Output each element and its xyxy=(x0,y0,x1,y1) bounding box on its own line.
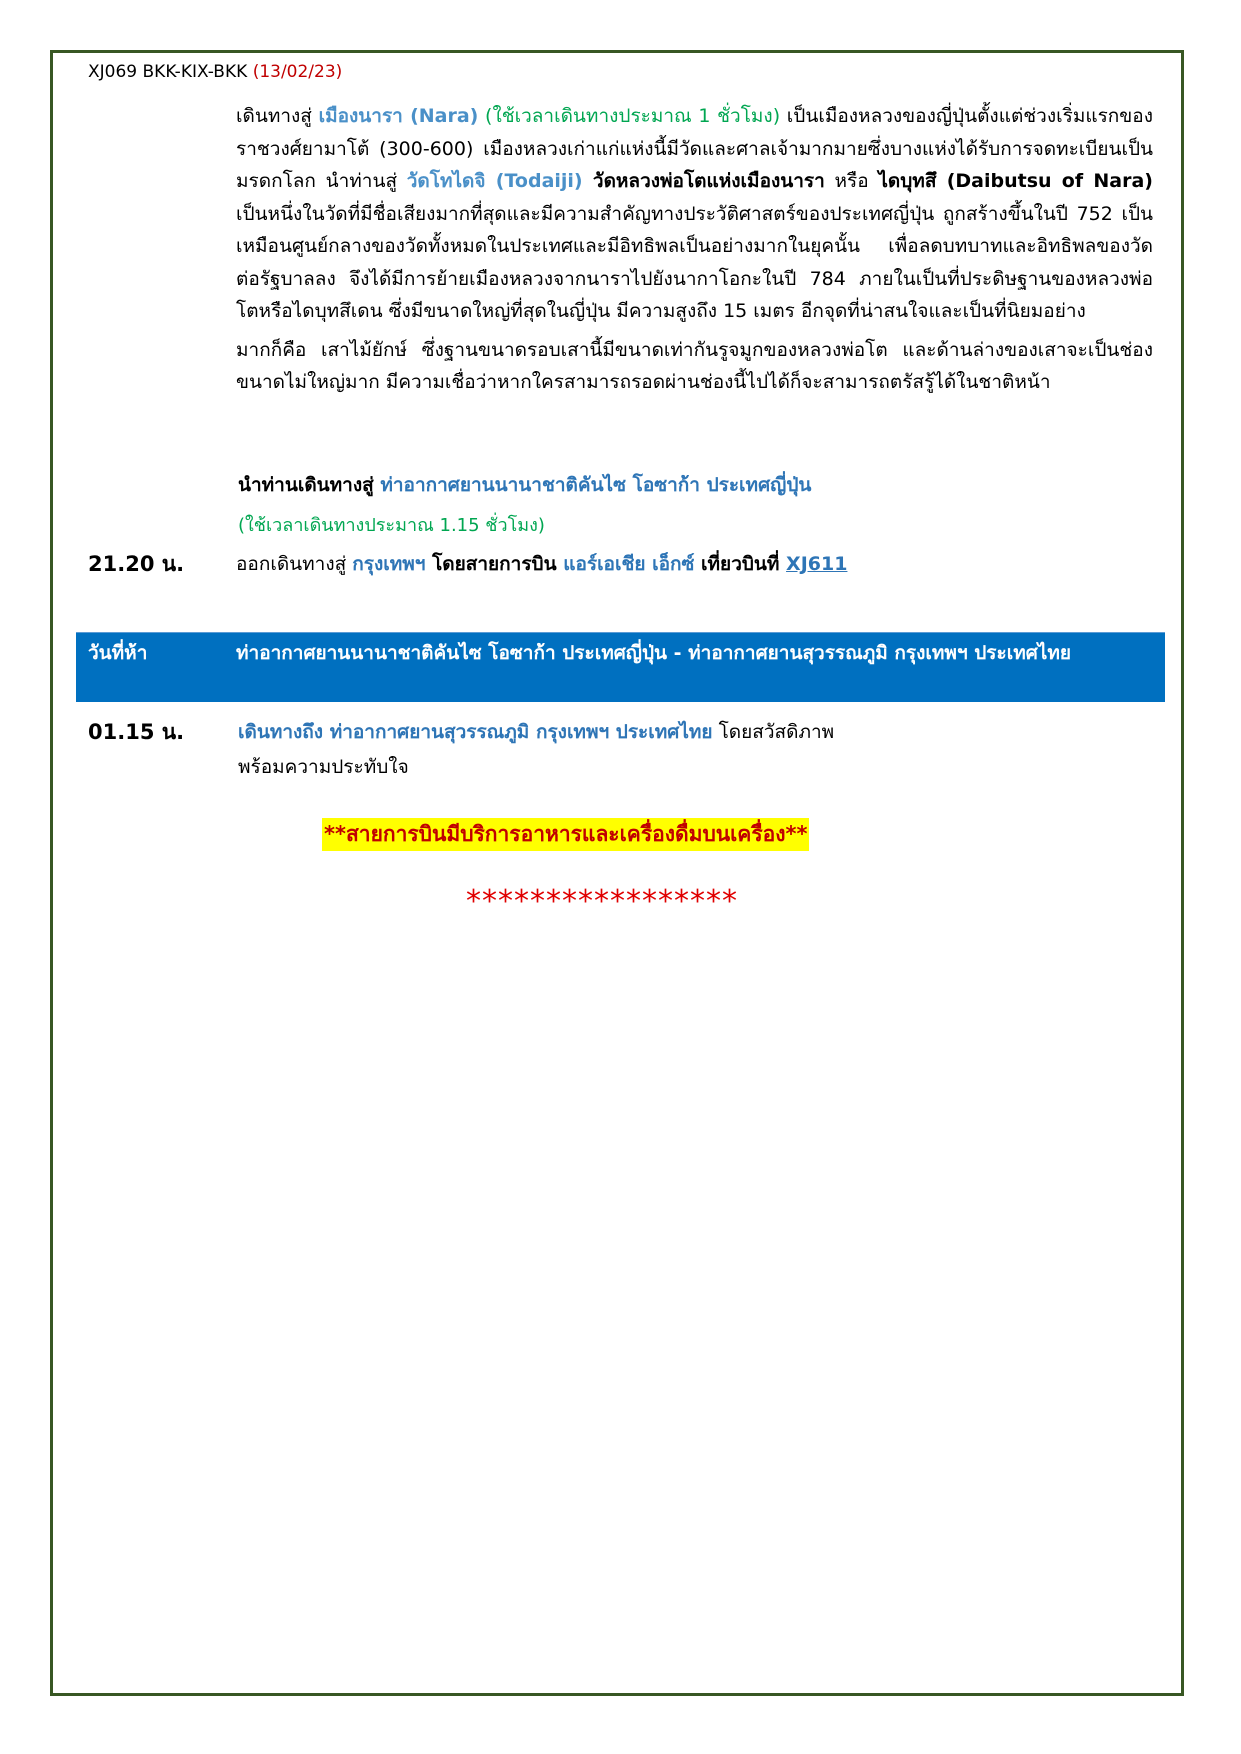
transfer-lead: นำท่านเดินทางสู่ xyxy=(238,474,381,496)
arrival-airport: เดินทางถึง ท่าอากาศยานสุวรรณภูมิ กรุงเทพฯ ประเทศไทย xyxy=(238,721,713,743)
tour-code: XJ069 BKK-KIX-BKK xyxy=(88,62,248,82)
transfer-line xyxy=(238,470,811,500)
departure-line xyxy=(236,549,847,579)
arrival-line-2: พร้อมความประทับใจ xyxy=(238,756,409,778)
meal-service-note: **สายการบินมีบริการอาหารและเครื่องดื่มบนเครื่อง** xyxy=(322,818,809,851)
text-segment: เที่ยวบินที่ xyxy=(694,553,787,575)
todaiji-highlight: วัดโทไดจิ (Todaiji) xyxy=(406,170,583,192)
arrival-time: 01.15 น. xyxy=(88,720,185,744)
kansai-airport: ท่าอากาศยานนานาชาติคันไซ โอซาก้า ประเทศญี่ปุ่น xyxy=(380,474,812,496)
tour-code-header xyxy=(88,62,342,82)
text-segment: เป็นเมืองหลวงของญี่ปุ่นตั้งแต่ช่วงเริ่มแรกของราชวงศ์ยามาโต้ (300-600) เมืองหลวงเก่าแก่แห่งนี้มีวัดและศาลเจ้ามากมายซึ่งบางแห่งได้รับการจดทะเบียนเป็นมรดกโลก นำท่านสู่ xyxy=(236,105,1153,192)
daibutsu-name: ไดบุทสึ (Daibutsu of Nara) xyxy=(878,170,1153,192)
destination-city: กรุงเทพฯ xyxy=(352,553,426,575)
nara-duration: (ใช้เวลาเดินทางประมาณ 1 ชั่วโมง) xyxy=(478,105,781,127)
tour-date: (13/02/23) xyxy=(252,62,343,82)
text-segment: ออกเดินทางสู่ xyxy=(236,553,353,575)
day-route: ท่าอากาศยานนานาชาติคันไซ โอซาก้า ประเทศญี่ปุ่น - ท่าอากาศยานสุวรรณภูมิ กรุงเทพฯ ประเทศไทย xyxy=(236,642,1071,664)
departure-time: 21.20 น. xyxy=(88,552,185,576)
nara-paragraph-2: มากก็คือ เสาไม้ยักษ์ ซึ่งฐานขนาดรอบเสานี้มีขนาดเท่ากันรูจมูกของหลวงพ่อโต และด้านล่างของเสาจะเป็นช่องขนาดไม่ใหญ่มาก มีความเชื่อว่าหากใครสามารถรอดผ่านช่องนี้ไปได้ก็จะสามารถตรัสรู้ได้ในชาติหน้า xyxy=(236,338,1153,393)
nara-description xyxy=(236,100,1153,399)
divider-stars: ***************** xyxy=(466,884,738,919)
arrival-line xyxy=(238,717,834,747)
day-label: วันที่ห้า xyxy=(88,642,148,664)
flight-number-link[interactable]: XJ611 xyxy=(786,553,848,575)
daibutsu-title: วัดหลวงพ่อโตแห่งเมืองนารา xyxy=(582,170,825,192)
text-segment: เป็นหนึ่งในวัดที่มีชื่อเสียงมากที่สุดและมีความสำคัญทางประวัติศาสตร์ของประเทศญี่ปุ่น ถูกสร้างขึ้นในปี 752 เป็นเหมือนศูนย์กลางของวัดทั้งหมดในประเทศและมีอิทธิพลเป็นอย่างมากในยุคนั้น เพื่อลดบทบาทและอิทธิพลของวัดต่อรัฐบาลลง จึงได้มีการย้ายเมืองหลวงจากนาราไปยังนากาโอกะในปี 784 ภายในเป็นที่ประดิษฐานของหลวงพ่อโตหรือไดบุทสึเดน ซึ่งมีขนาดใหญ่ที่สุดในญี่ปุ่น มีความสูงถึง 15 เมตร อีกจุดที่น่าสนใจและเป็นที่นิยมอย่าง xyxy=(236,202,1153,322)
day-five-banner xyxy=(76,632,1165,702)
text-segment: เดินทางสู่ xyxy=(236,105,319,127)
nara-paragraph-1 xyxy=(236,100,1153,328)
airline-name: แอร์เอเชีย เอ็กซ์ xyxy=(563,553,695,575)
nara-highlight: เมืองนารา (Nara) xyxy=(318,105,479,127)
transfer-duration: (ใช้เวลาเดินทางประมาณ 1.15 ชั่วโมง) xyxy=(238,515,545,536)
text-segment: โดยสายการบิน xyxy=(425,553,564,575)
text-segment: โดยสวัสดิภาพ xyxy=(712,721,835,743)
text-segment: หรือ xyxy=(824,170,879,192)
